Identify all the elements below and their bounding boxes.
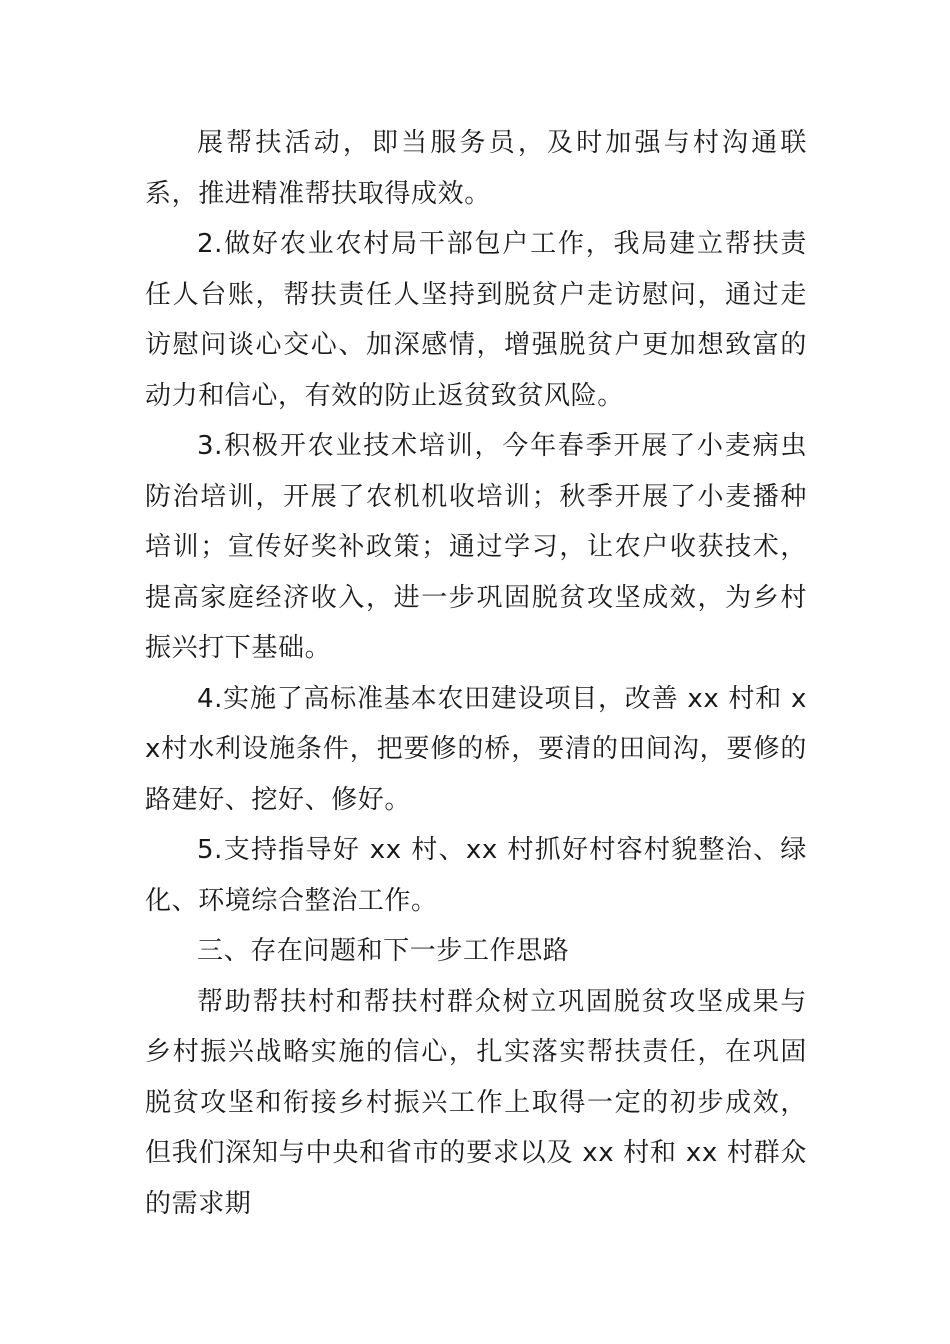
body-paragraph: 3.积极开农业技术培训，今年春季开展了小麦病虫防治培训，开展了农机机收培训；秋季开展了小麦播种培训；宣传好奖补政策；通过学习，让农户收获技术，提高家庭经济收入，进一步巩固脱贫攻坚成效，为乡村振兴打下基础。 bbox=[145, 431, 807, 663]
document-body bbox=[145, 118, 807, 1229]
body-paragraph: 4.实施了高标准基本农田建设项目，改善 xx 村和 xx村水利设施条件，把要修的桥，要清的田间沟，要修的路建好、挖好、修好。 bbox=[145, 683, 807, 815]
body-paragraph: 2.做好农业农村局干部包户工作，我局建立帮扶责任人台账，帮扶责任人坚持到脱贫户走访慰问，通过走访慰问谈心交心、加深感情，增强脱贫户更加想致富的动力和信心，有效的防止返贫致贫风险。 bbox=[145, 229, 807, 411]
body-paragraph: 展帮扶活动，即当服务员，及时加强与村沟通联系，推进精准帮扶取得成效。 bbox=[145, 128, 807, 209]
body-paragraph: 5.支持指导好 xx 村、xx 村抓好村容村貌整治、绿化、环境综合整治工作。 bbox=[145, 835, 807, 916]
body-paragraph: 帮助帮扶村和帮扶村群众树立巩固脱贫攻坚成果与乡村振兴战略实施的信心，扎实落实帮扶责任，在巩固脱贫攻坚和衔接乡村振兴工作上取得一定的初步成效，但我们深知与中央和省市的要求以及 xx 村和 xx 村群众的需求期 bbox=[145, 986, 807, 1219]
section-heading: 三、存在问题和下一步工作思路 bbox=[197, 936, 570, 966]
